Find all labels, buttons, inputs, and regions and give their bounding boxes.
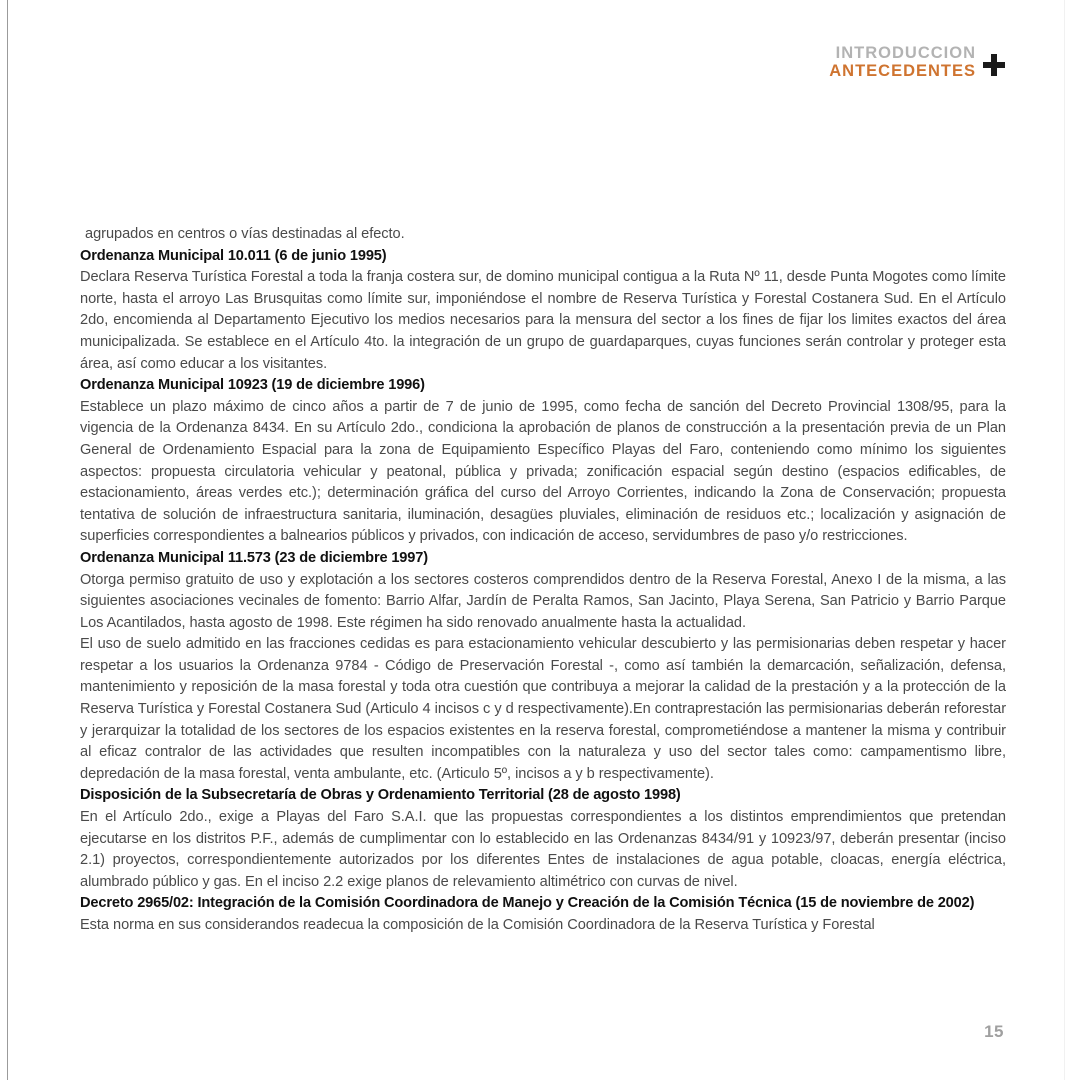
- page-number: 15: [984, 1022, 1004, 1041]
- body-content: [80, 224, 1006, 937]
- page-right-rule: [1064, 0, 1065, 1080]
- heading-ordenanza-10923: Ordenanza Municipal 10923 (19 de diciembre 1996): [80, 377, 425, 394]
- paragraph-decreto-2965: Esta norma en sus considerandos readecua la composición de la Comisión Coordinadora de la Reserva Turística y Forestal: [80, 917, 875, 933]
- heading-decreto-2965: Decreto 2965/02: Integración de la Comisión Coordinadora de Manejo y Creación de la Comisión Técnica (15 de noviembre de 2002): [80, 895, 975, 912]
- plus-icon: [983, 54, 1005, 76]
- paragraph-uso-de-suelo: El uso de suelo admitido en las fracciones cedidas es para estacionamiento vehicular descubierto y las permisionarias deben respetar y hacer respetar a los usuarios la Ordenanza 9784 - Código de Preservación Forestal -, como así también la demarcación, señalización, defensa, mantenimiento y reposición de la masa forestal y toda otra cuestión que contribuya a mejorar la calidad de la prestación y a la protección de la Reserva Turística y Forestal Costanera Sud (Articulo 4 incisos c y d respectivamente).En contraprestación las permisionarias deberán reforestar y jerarquizar la totalidad de los sectores de los espacios existentes en la reserva forestal, comprometiéndose a mantener la misma y contribuir al eficaz contralor de las actividades que resulten incompatibles con la naturaleza y uso del sector tales como: campamentismo libre, depredación de la masa forestal, venta ambulante, etc. (Articulo 5º, incisos a y b respectivamente).: [80, 636, 1006, 782]
- heading-disposicion-subsecretaria: Disposición de la Subsecretaría de Obras y Ordenamiento Territorial (28 de agosto 1998): [80, 787, 681, 804]
- heading-ordenanza-10011: Ordenanza Municipal 10.011 (6 de junio 1995): [80, 247, 387, 264]
- page-left-rule: [7, 0, 8, 1080]
- header-kicker: INTRODUCCION: [835, 44, 976, 62]
- paragraph-ordenanza-11573: Otorga permiso gratuito de uso y explotación a los sectores costeros comprendidos dentro de la Reserva Forestal, Anexo I de la misma, a las siguientes asociaciones vecinales de fomento: Barrio Alfar, Jardín de Peralta Ramos, San Jacinto, Playa Serena, San Patricio y Barrio Parque Los Acantilados, hasta agosto de 1998. Este régimen ha sido renovado anualmente hasta la actualidad.: [80, 571, 1006, 631]
- page-header: [829, 44, 1005, 81]
- paragraph-ordenanza-10011: Declara Reserva Turística Forestal a toda la franja costera sur, de domino municipal contigua a la Ruta Nº 11, desde Punta Mogotes como límite norte, hasta el arroyo Las Brusquitas como límite sur, imponiéndose el nombre de Reserva Turística y Forestal Costanera Sud. En el Artículo 2do, encomienda al Departamento Ejecutivo los medios necesarios para la mensura del sector a los fines de fijar los limites exactos del área municipalizada. Se establece en el Artículo 4to. la integración de un grupo de guardaparques, cuyas funciones serán controlar y proteger esta área, así como educar a los visitantes.: [80, 269, 1006, 372]
- paragraph-ordenanza-10923: Establece un plazo máximo de cinco años a partir de 7 de junio de 1995, como fecha de sanción del Decreto Provincial 1308/95, para la vigencia de la Ordenanza 8434. En su Artículo 2do., condiciona la aprobación de planos de construcción a la presentación previa de un Plan General de Ordenamiento Espacial para la zona de Equipamiento Específico Playas del Faro, conteniendo como mínimo los siguientes aspectos: propuesta circulatoria vehicular y peatonal, pública y privada; zonificación espacial según destino (espacios edificables, de estacionamiento, áreas verdes etc.); determinación gráfica del curso del Arroyo Corrientes, indicando la Zona de Conservación; propuesta tentativa de solución de infraestructura sanitaria, iluminación, desagües pluviales, eliminación de residuos etc.; localización y asignación de superficies correspondientes a balnearios públicos y privados, con indicación de acceso, servidumbres de paso y/o restricciones.: [80, 398, 1006, 545]
- header-title: ANTECEDENTES: [829, 62, 976, 81]
- heading-ordenanza-11573: Ordenanza Municipal 11.573 (23 de diciembre 1997): [80, 549, 428, 566]
- header-title-group: [829, 44, 976, 81]
- paragraph-disposicion-subsecretaria: En el Artículo 2do., exige a Playas del Faro S.A.I. que las propuestas correspondientes a los distintos emprendimientos que pretendan ejecutarse en los distritos P.F., además de cumplimentar con lo establecido en las Ordenanzas 8434/91 y 10923/97, deberán presentar (inciso 2.1) proyectos, correspondientemente autorizados por los diferentes Entes de instalaciones de agua potable, cloacas, energía eléctrica, alumbrado público y gas. En el inciso 2.2 exige planos de relevamiento altimétrico con curvas de nivel.: [80, 809, 1006, 890]
- continued-paragraph: agrupados en centros o vías destinadas al efecto.: [85, 226, 405, 242]
